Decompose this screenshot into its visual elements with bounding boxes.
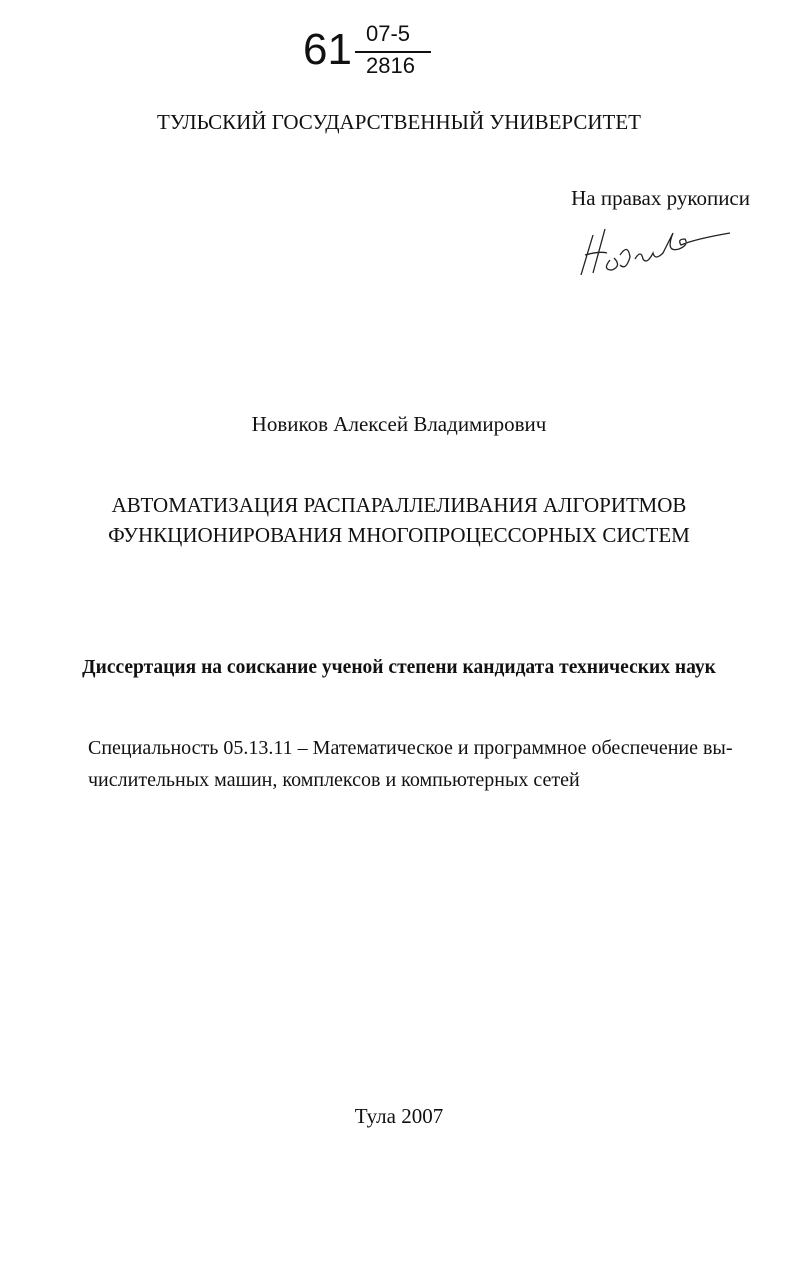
specialty: [88, 732, 733, 796]
stamp-number: 61: [303, 25, 352, 74]
university-name: ТУЛЬСКИЙ ГОСУДАРСТВЕННЫЙ УНИВЕРСИТЕТ: [157, 110, 641, 134]
stamp-denominator: 2816: [366, 53, 415, 78]
title-line: АВТОМАТИЗАЦИЯ РАСПАРАЛЛЕЛИВАНИЯ АЛГОРИТМОВ: [111, 493, 687, 517]
degree-statement: Диссертация на соискание ученой степени кандидата технических наук: [82, 657, 716, 678]
place-year: Тула 2007: [354, 1104, 444, 1128]
specialty-line: Специальность 05.13.11 – Математическое и программное обеспечение вы-: [88, 737, 733, 759]
title-line: ФУНКЦИОНИРОВАНИЯ МНОГОПРОЦЕССОРНЫХ СИСТЕМ: [108, 523, 690, 547]
signature-image: [575, 215, 735, 285]
specialty-line: числительных машин, комплексов и компьютерных сетей: [88, 769, 580, 791]
stamp-numerator: 07-5: [366, 21, 411, 46]
dissertation-title: [0, 490, 798, 550]
author-name: Новиков Алексей Владимирович: [251, 412, 547, 436]
manuscript-note: На правах рукописи: [571, 186, 750, 210]
